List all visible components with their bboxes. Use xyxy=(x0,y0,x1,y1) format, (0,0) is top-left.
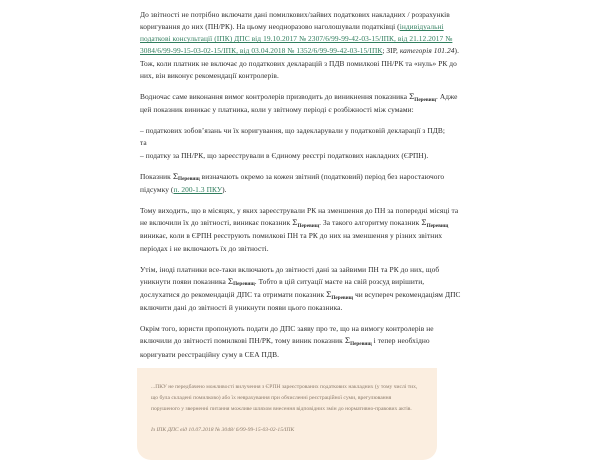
paragraph-4-text-2: . За такого алгоритму показник xyxy=(319,218,422,228)
quote-callout-box xyxy=(137,368,437,460)
sigma-subscript: Перевищ xyxy=(426,222,449,229)
tax-consultations-link[interactable]: індивідуальні податкові консультації (ІПК) ДПС від 19.10.2017 № 2307/6/99-99-42-03-15/ІПК, від 21.12.2017 № 3084/6/99-99-15-03-02-15/ІПК, від 03.04.2018 № 1352/6/99-99-42-03-15/ІПК xyxy=(140,22,453,56)
sigma-glyph: Σ xyxy=(421,218,427,228)
sigma-subscript: Перевищ xyxy=(233,281,255,288)
paragraph-5 xyxy=(140,264,462,315)
pku-clause-link[interactable]: п. 200-1.3 ПКУ xyxy=(173,184,223,194)
zir-category-italic: категорія 101.24 xyxy=(399,46,455,56)
sigma-subscript: Перевищ xyxy=(350,341,372,348)
sigma-subscript: Перевищ xyxy=(414,96,436,103)
bullet-item-1: – податкових зобов’язань чи їх коригування, що задекларували у податковій декларації з ПДВ; xyxy=(140,126,446,136)
paragraph-1-text-after: ). Тож, коли платник не включає до податкових декларацій з ПДВ помилкові ПН/РК та «нуль» РК до них, він виконує рекомендації контролерів. xyxy=(140,46,460,80)
paragraph-5-text-3: чи всупереч рекомендаціям ДПС включити дані до звітності й уникнути появи цього показника. xyxy=(140,289,461,313)
paragraph-4-text-3: виникає, коли в ЄРПН реєструють помилкові ПН та РК до них на зменшення у різних звітних періодах і не включають їх до звітності. xyxy=(140,231,443,253)
sigma-perevyshch-symbol xyxy=(173,172,200,181)
paragraph-4 xyxy=(140,205,462,255)
sigma-glyph: Σ xyxy=(172,171,179,181)
callout-source-citation: Із ІПК ДПС від 10.07.2018 № 3048/ 6/99-99-15-03-02-15/ІПК xyxy=(151,426,295,433)
paragraph-4-text-1: Тому виходить, що в місяцях, у яких зареєстрували РК на зменшення до ПН за попередні місяці та не включили їх до звітності, виникає показник xyxy=(140,206,459,228)
sigma-glyph: Σ xyxy=(326,289,332,299)
paragraph-2 xyxy=(140,91,462,116)
conjunction-ta: та xyxy=(140,138,147,148)
paragraph-5-text-2: . Тобто в цій ситуації маєте на свій розсуд вирішити, дослухатися до рекомендацій ДПС та отримати показник xyxy=(140,276,425,299)
paragraph-2-text-after-symbol: . Адже цей показник виникає у платника, коли у звітному періоді є розбіжності між сумами: xyxy=(140,91,458,115)
paragraph-6-text-2: і тепер необхідно коригувати реєстраційну суму в СЕА ПДВ. xyxy=(140,336,430,359)
paragraph-3-text-mid: визначають окремо за кожен звітний (податковий) період без наростаючого підсумку ( xyxy=(140,171,445,194)
paragraph-2-text-before-symbol: Водночас саме виконання вимог контролерів призводить до виникнення показника xyxy=(140,91,409,101)
paragraph-6-text-1: Окрім того, юристи пропонують подати до ДПС заяву про те, що на вимогу контролерів не включили до звітності помилкові ПН/РК, тому виник показник xyxy=(140,324,434,346)
sigma-subscript: Перевищ xyxy=(297,222,320,229)
sigma-glyph: Σ xyxy=(344,336,351,346)
paragraph-3-text-after: ). xyxy=(222,184,227,194)
paragraph-1-text-mid: ; ЗІР, xyxy=(382,46,400,56)
paragraph-1 xyxy=(140,9,462,82)
sigma-subscript: Перевищ xyxy=(331,294,354,301)
sigma-perevyshch-symbol xyxy=(292,218,319,227)
sigma-perevyshch-symbol xyxy=(344,336,372,348)
paragraph-3 xyxy=(140,171,462,196)
callout-quote-text: ...ПКУ не передбачено можливості вилучення з ЄРПН зареєстрованих податкових накладних (у тому числі тих, що була складені помилково) або їх неврахування при обчисленні реєстраційної суми, врегулювання порушеного у зверненні питання можливе шляхом внесення відповідних змін до нормативно-правових актів. xyxy=(151,384,418,413)
paragraph-5-text-1: Утім, іноді платники все-таки включають до звітності дані за зайвими ПН та РК до них, щоб уникнути появи показника xyxy=(140,264,440,286)
sigma-perevyshch-symbol xyxy=(409,92,436,101)
article-body xyxy=(140,9,462,391)
paragraph-1-text-before-link: До звітності не потрібно включати дані помилкових/зайвих податкових накладних / розрахунків коригування до них (ПН/РК). На цьому неодноразово наголошували податківці ( xyxy=(140,10,450,32)
sigma-perevyshch-symbol xyxy=(421,218,448,227)
sigma-glyph: Σ xyxy=(227,276,234,286)
sigma-subscript: Перевищ xyxy=(178,176,200,183)
paragraph-3-text-before-symbol: Показник xyxy=(140,171,173,181)
sigma-glyph: Σ xyxy=(408,91,415,101)
sigma-perevyshch-symbol xyxy=(326,290,353,299)
sigma-perevyshch-symbol xyxy=(228,277,255,286)
paragraph-6 xyxy=(140,323,462,360)
bullet-item-2: – податку за ПН/РК, що зареєстрували в Єдиному реєстрі податкових накладних (ЄРПН). xyxy=(140,150,429,160)
sigma-glyph: Σ xyxy=(292,218,298,228)
